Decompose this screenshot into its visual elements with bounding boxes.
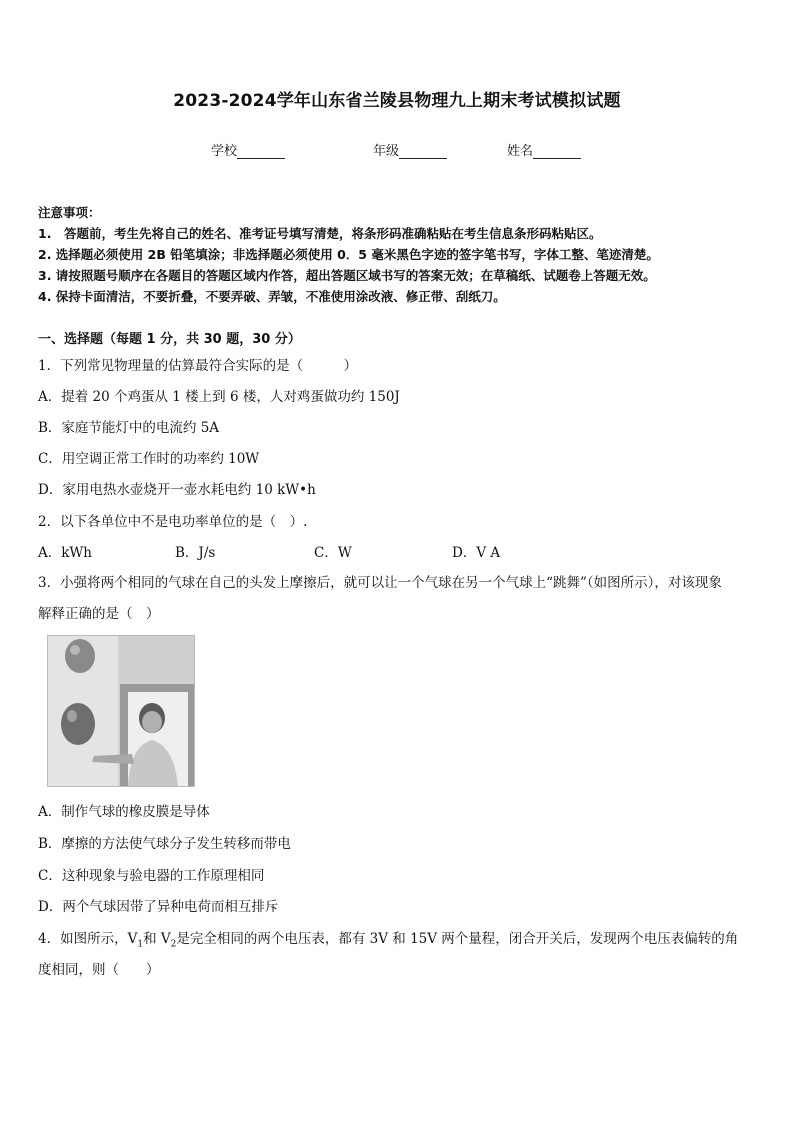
question-1-option-b: B．家庭节能灯中的电流约 5A xyxy=(38,420,220,436)
grade-label: 年级 xyxy=(373,144,400,159)
question-2-option-b: B．J/s xyxy=(175,545,216,561)
question-3-option-c: C．这种现象与验电器的工作原理相同 xyxy=(38,868,265,884)
section-heading: 一、选择题（每题 1 分，共 30 题，30 分） xyxy=(38,332,301,347)
question-3-option-d: D．两个气球因带了异种电荷而相互排斥 xyxy=(38,899,279,915)
question-2-option-a: A．kWh xyxy=(38,545,92,561)
question-3-stem-line-1: 3．小强将两个相同的气球在自己的头发上摩擦后，就可以让一个气球在另一个气球上“跳舞”（如图所示），对该现象 xyxy=(38,575,722,591)
grade-blank xyxy=(399,144,447,159)
question-1-stem: 1．下列常见物理量的估算最符合实际的是（ ） xyxy=(38,358,358,374)
name-blank xyxy=(533,144,581,159)
notice-heading: 注意事项： xyxy=(38,205,101,220)
grade-field xyxy=(373,140,447,159)
question-2-option-c: C．W xyxy=(314,545,352,561)
notice-item: 4. 保持卡面清洁，不要折叠，不要弄破、弄皱，不准使用涂改液、修正带、刮纸刀。 xyxy=(38,289,506,304)
notice-item: 1. 答题前，考生先将自己的姓名、准考证号填写清楚，将条形码准确粘贴在考生信息条形码粘贴区。 xyxy=(38,226,602,241)
balloon-photo xyxy=(47,635,195,787)
school-blank xyxy=(237,144,285,159)
name-field xyxy=(507,140,581,159)
question-2-option-d: D．V A xyxy=(452,545,501,561)
question-4-stem-line-2: 度相同，则（ ） xyxy=(38,962,160,978)
q4-sub-2: 2 xyxy=(170,939,177,950)
question-1-option-d: D．家用电热水壶烧开一壶水耗电约 10 kW•h xyxy=(38,482,316,498)
question-2-stem: 2．以下各单位中不是电功率单位的是（ ）. xyxy=(38,514,308,530)
q4-mid: 和 V xyxy=(143,931,171,947)
question-3-option-b: B．摩擦的方法使气球分子发生转移而带电 xyxy=(38,836,291,852)
notice-item: 2. 选择题必须使用 2B 铅笔填涂；非选择题必须使用 0．5 毫米黑色字迹的签字笔书写，字体工整、笔迹清楚。 xyxy=(38,247,659,262)
question-4-stem-line-1 xyxy=(38,927,738,950)
notice-item: 3. 请按照题号顺序在各题目的答题区域内作答，超出答题区域书写的答案无效；在草稿纸、试题卷上答题无效。 xyxy=(38,268,656,283)
school-field xyxy=(211,140,285,159)
balloon-photo-illustration xyxy=(48,636,194,786)
name-label: 姓名 xyxy=(507,144,534,159)
question-3-stem-line-2: 解释正确的是（ ） xyxy=(38,606,160,622)
q4-prefix: 4．如图所示，V xyxy=(38,931,138,947)
question-1-option-a: A．提着 20 个鸡蛋从 1 楼上到 6 楼，人对鸡蛋做功约 150J xyxy=(38,389,400,405)
question-3-option-a: A．制作气球的橡皮膜是导体 xyxy=(38,804,210,820)
page-title: 2023-2024学年山东省兰陵县物理九上期末考试模拟试题 xyxy=(173,91,621,111)
question-1-option-c: C．用空调正常工作时的功率约 10W xyxy=(38,451,260,467)
school-label: 学校 xyxy=(211,144,238,159)
q4-rest: 是完全相同的两个电压表，都有 3V 和 15V 两个量程，闭合开关后，发现两个电压表偏转的角 xyxy=(176,931,739,947)
q4-sub-1: 1 xyxy=(137,939,144,950)
